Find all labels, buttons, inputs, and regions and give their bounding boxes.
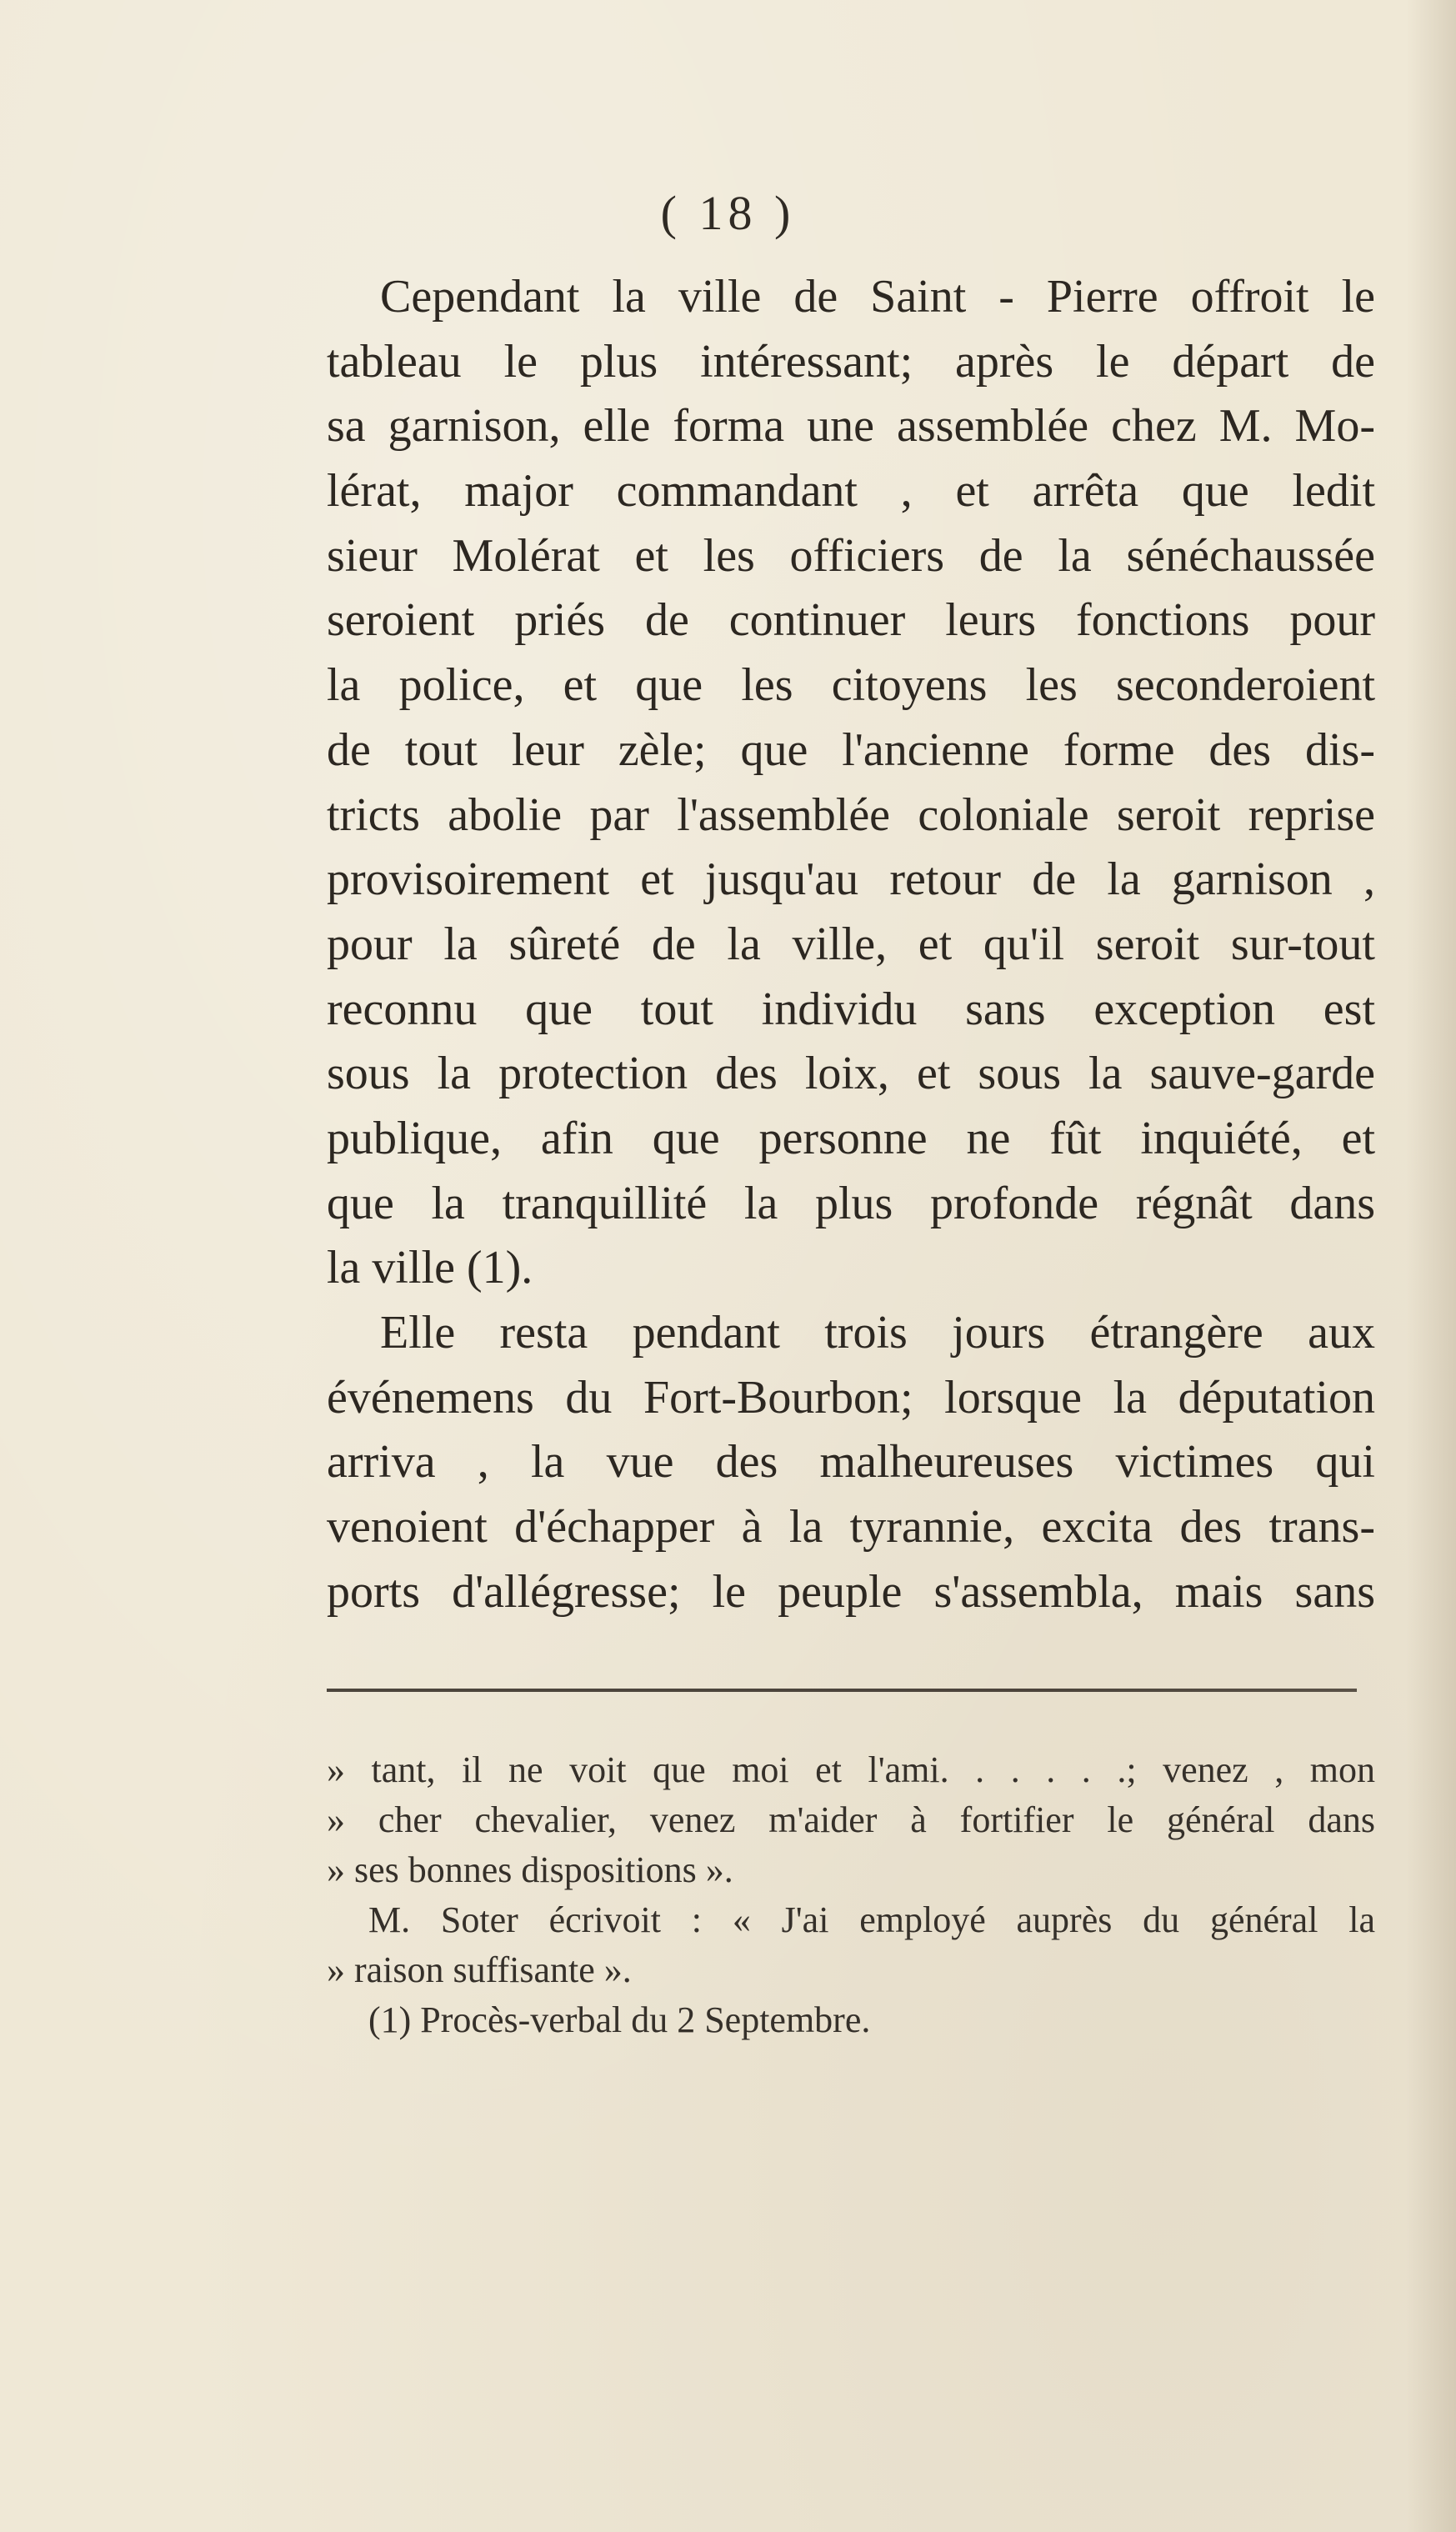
text-line: seroient priés de continuer leurs fonctions pour (327, 594, 1375, 647)
footnote-separator-rule (327, 1689, 1357, 1692)
text-line: sieur Molérat et les officiers de la sénéchaussée (327, 529, 1375, 582)
text-line: arriva , la vue des malheureuses victimes qui (327, 1436, 1375, 1489)
footnote-line: » tant, il ne voit que moi et l'ami. . . . . .; venez , mon (327, 1749, 1375, 1790)
footnote-line: » cher chevalier, venez m'aider à fortifier le général dans (327, 1799, 1375, 1840)
text-line: tableau le plus intéressant; après le départ de (327, 335, 1375, 388)
text-line: provisoirement et jusqu'au retour de la garnison , (327, 853, 1375, 906)
text-line: la ville (1). (327, 1242, 533, 1294)
text-line: la police, et que les citoyens les seconderoient (327, 659, 1375, 712)
text-line: lérat, major commandant , et arrêta que ledit (327, 465, 1375, 518)
text-line: pour la sûreté de la ville, et qu'il seroit sur-tout (327, 918, 1375, 970)
text-line: sous la protection des loix, et sous la sauve-garde (327, 1048, 1375, 1100)
text-line: tricts abolie par l'assemblée coloniale seroit reprise (327, 788, 1375, 841)
text-line: de tout leur zèle; que l'ancienne forme des dis- (327, 723, 1375, 776)
text-line: ports d'allégresse; le peuple s'assembla, mais sans (327, 1565, 1375, 1618)
page-edge-shadow (1406, 0, 1456, 2532)
footnote-line: (1) Procès-verbal du 2 Septembre. (368, 1999, 871, 2040)
text-line: sa garnison, elle forma une assemblée chez M. Mo- (327, 400, 1375, 453)
text-line: venoient d'échapper à la tyrannie, excita des trans- (327, 1501, 1375, 1554)
text-line: que la tranquillité la plus profonde régnât dans (327, 1177, 1375, 1229)
footnote-line: M. Soter écrivoit : « J'ai employé auprès du général la (368, 1899, 1375, 1940)
main-text-block (327, 265, 1375, 1624)
text-line: événemens du Fort-Bourbon; lorsque la députation (327, 1371, 1375, 1424)
text-line: reconnu que tout individu sans exception est (327, 983, 1375, 1035)
page-number: ( 18 ) (660, 186, 796, 240)
text-line: Elle resta pendant trois jours étrangère aux (380, 1307, 1375, 1359)
text-line: publique, afin que personne ne fût inquiété, et (327, 1112, 1375, 1164)
text-line: Cependant la ville de Saint - Pierre offroit le (380, 271, 1375, 323)
footnote-line: » ses bonnes dispositions ». (327, 1849, 733, 1890)
footnotes-block (327, 1745, 1375, 2045)
footnote-line: » raison suffisante ». (327, 1949, 632, 1990)
